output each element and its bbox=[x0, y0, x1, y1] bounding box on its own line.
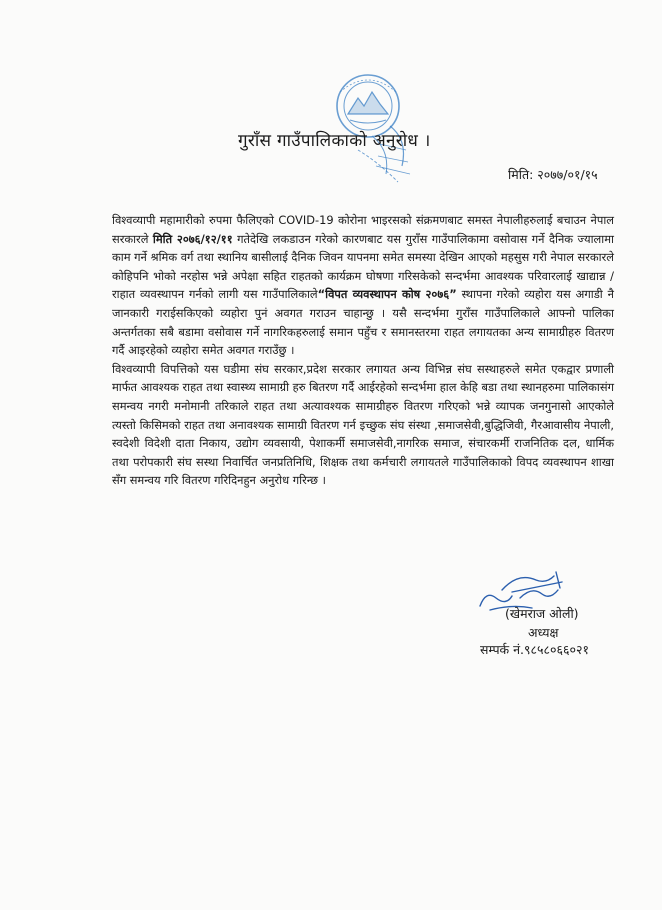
letter-date: मिति: २०७७/०१/१५ bbox=[508, 167, 598, 182]
body-paragraph-2: विश्वव्यापी विपत्तिको यस घडीमा संघ सरकार,प्रदेश सरकार लगायत अन्य विभिन्न संघ सस्थाहरुले समेत एकद्वार प्रणाली मार्फत आवश्यक राहत तथा स्वास्थ्य सामाग्री हरु बितरण गर्दै आईरहेको सन्दर्भमा हाल केहि बडा तथा स्थानहरुमा पालिकासंग समन्वय नगरी मनोमानी तरिकाले राहत तथा अत्यावश्यक सामाग्रीहरु वितरण गरिएको भन्ने व्यापक जनगुनासो आएकोले त्यस्तो किसिमको राहत तथा अनावश्यक सामाग्री वितरण गर्न इच्छुक संघ संस्था ,समाजसेवी,बुद्धिजिवी, गैरआवासीय नेपाली, स्वदेशी विदेशी दाता निकाय, उद्योग व्यवसायी, पेशाकर्मी समाजसेवी,नागरिक समाज, संचारकर्मी राजनितिक दल, धार्मिक तथा परोपकारी संघ सस्था निवार्चित जनप्रतिनिधि, शिक्षक तथा कर्मचारी लगायतले गाउँपालिकाको विपद व्यवस्थापन शाखा सँग समन्वय गरि वितरण गरिदिनहुन अनुरोध गरिन्छ । bbox=[112, 361, 614, 488]
body-text-segment: विश्वव्यापी महामारीको रुपमा फैलिएको COVID-19 कोरोना भाइरसको संक्रमणबाट समस्त नेपालीहरुलाई बचाउन नेपाल सरकारले bbox=[112, 213, 614, 246]
lockdown-date: मिति २०७६/१२/११ bbox=[152, 231, 233, 246]
signer-contact: सम्पर्क नं.९८५८०६६०२१ bbox=[480, 642, 590, 657]
fund-name: “विपत व्यवस्थापन कोष २०७६” bbox=[317, 287, 457, 302]
body-text-segment: गतेदेखि लकडाउन गरेको कारणबाट यस गुराँस गाउँपालिकामा वसोवास गर्ने दैनिक ज्यालामा काम गर्ने श्रमिक वर्ग तथा स्थानिय बासीलाई दैनिक जिवन यापनमा समेत समस्या देखिन आएको महसुस गरी नेपाल सरकारले कोहिपनि भोको नरहोस भन्ने अपेक्षा सहित राहतको कार्यक्रम घोषणा गरिसकेको सन्दर्भमा आवश्यक परिवारलाई खाद्यान्न /राहात व्यवस्थापन गर्नको लागी यस गाउँपालिकाले bbox=[112, 231, 614, 302]
signer-title: अध्यक्ष bbox=[528, 625, 559, 640]
signer-name: (खेमराज ओली) bbox=[505, 606, 579, 621]
letter-title: गुराँस गाउँपालिकाको अनुरोध । bbox=[238, 131, 431, 151]
letter-body bbox=[112, 211, 614, 490]
body-paragraph-1 bbox=[112, 211, 614, 360]
body-text-segment: स्थापना गरेको व्यहोरा यस अगाडी नै जानकारी गराईसकिएको व्यहोरा पुनं अवगत गराउन चाहान्छु । यसै सन्दर्भमा गुराँस गाउँपालिकाले आफ्नो पालिका अन्तर्गतका सबै बडामा वसोवास गर्ने नागरिकहरुलाई समान पहुँच र समानस्तरमा राहत लगायतका अन्य सामाग्रीहरु वितरण गर्दै आइरहेको व्यहोरा समेत अवगत गराउँछु । bbox=[112, 287, 614, 358]
